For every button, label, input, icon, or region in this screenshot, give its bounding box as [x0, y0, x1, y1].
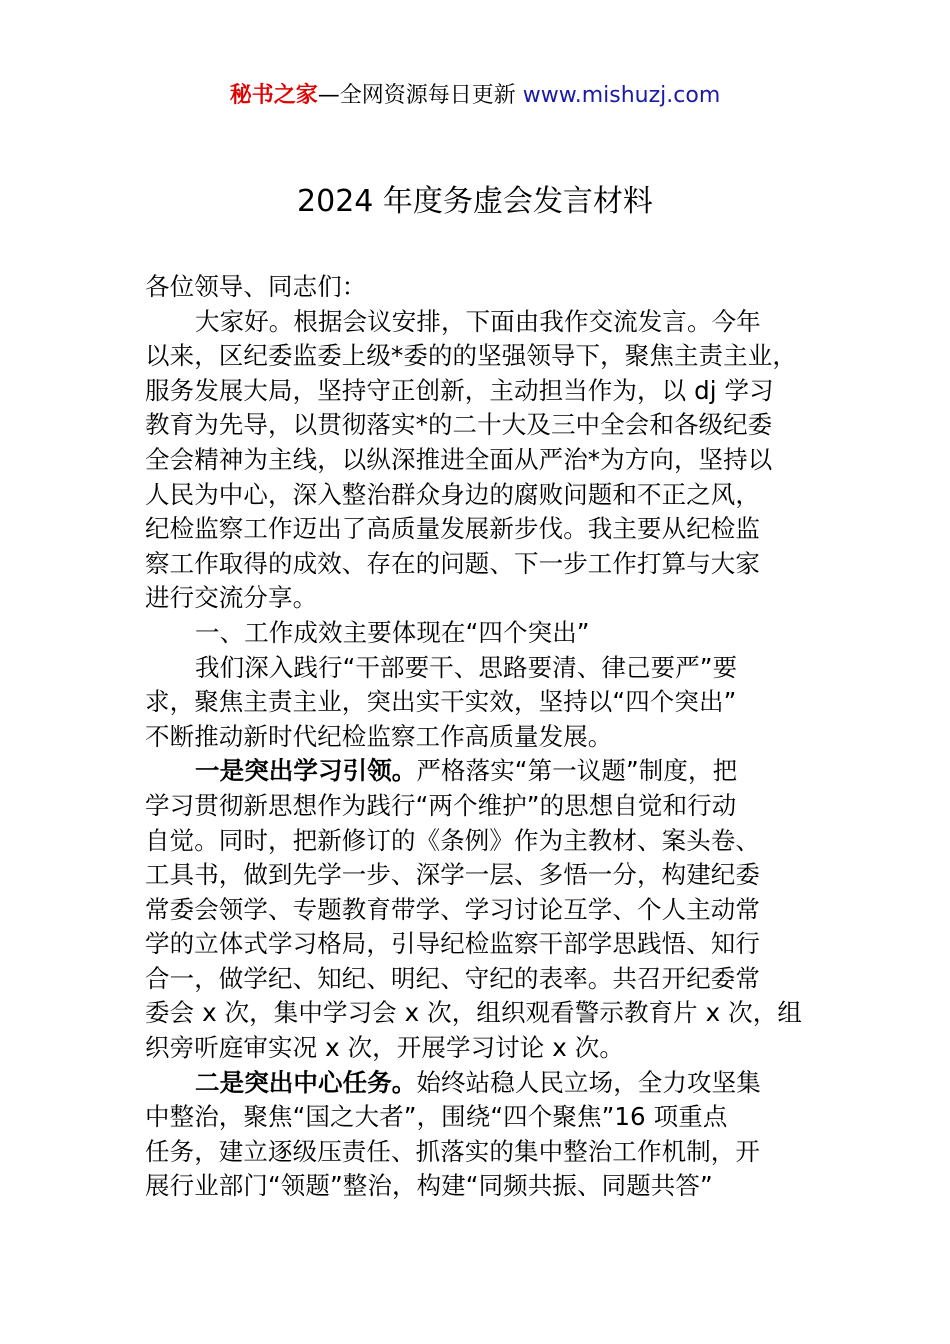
document-title: 2024 年度务虚会发言材料	[297, 184, 653, 219]
body-line: 服务发展大局，坚持守正创新，主动担当作为，以 dj 学习	[145, 375, 774, 405]
body-line: 以来，区纪委监委上级*委的的坚强领导下，聚焦主责主业，	[145, 341, 797, 371]
header-tagline: —全网资源每日更新	[317, 83, 523, 108]
body-line: 全会精神为主线，以纵深推进全面从严治*为方向，坚持以	[145, 444, 773, 474]
section-heading: 一、工作成效主要体现在“四个突出”	[195, 617, 590, 647]
body-line: 委会 x 次，集中学习会 x 次，组织观看警示教育片 x 次，组	[145, 998, 802, 1028]
body-line: 不断推动新时代纪检监察工作高质量发展。	[145, 721, 613, 751]
body-line: 学的立体式学习格局，引导纪检监察干部学思践悟、知行	[145, 929, 760, 959]
body-line: 织旁听庭审实况 x 次，开展学习讨论 x 次。	[145, 1033, 624, 1063]
brand-name: 秘书之家	[229, 83, 318, 108]
salutation: 各位领导、同志们：	[145, 272, 367, 301]
body-line: 人民为中心，深入整治群众身边的腐败问题和不正之风，	[145, 479, 760, 509]
site-url[interactable]: www.mishuzj.com	[522, 83, 721, 108]
body-line: 工具书，做到先学一步、深学一层、多悟一分，构建纪委	[145, 860, 760, 890]
body-line: 自觉。同时，把新修订的《条例》作为主教材、案头卷、	[145, 825, 760, 855]
body-line: 中整治，聚焦“国之大者”，围绕“四个聚焦”16 项重点	[145, 1102, 728, 1132]
paragraph-lead-task: 二是突出中心任务。	[195, 1067, 417, 1097]
body-line: 任务，建立逐级压责任、抓落实的集中整治工作机制，开	[145, 1136, 760, 1166]
body-line: 常委会领学、专题教育带学、学习讨论互学、个人主动常	[145, 894, 760, 924]
body-line: 进行交流分享。	[145, 583, 318, 613]
paragraph-text: 始终站稳人民立场，全力攻坚集	[416, 1067, 761, 1097]
body-line: 大家好。根据会议安排，下面由我作交流发言。今年	[195, 306, 761, 336]
body-line: 展行业部门“领题”整治，构建“同频共振、同题共答”	[145, 1171, 713, 1201]
body-line: 合一，做学纪、知纪、明纪、守纪的表率。共召开纪委常	[145, 963, 760, 993]
document-body	[145, 270, 810, 1204]
body-line: 我们深入践行“干部要干、思路要清、律己要严”要	[195, 652, 738, 682]
body-line: 教育为先导，以贯彻落实*的二十大及三中全会和各级纪委	[145, 410, 773, 440]
paragraph-study-first-line	[145, 754, 810, 789]
body-line: 求，聚焦主责主业，突出实干实效，坚持以“四个突出”	[145, 687, 737, 717]
body-line: 纪检监察工作迈出了高质量发展新步伐。我主要从纪检监	[145, 514, 760, 544]
body-line: 学习贯彻新思想作为践行“两个维护”的思想自觉和行动	[145, 790, 737, 820]
paragraph-task-first-line	[145, 1066, 810, 1101]
body-line: 察工作取得的成效、存在的问题、下一步工作打算与大家	[145, 548, 760, 578]
site-header	[0, 80, 950, 112]
paragraph-lead-study: 一是突出学习引领。	[195, 756, 417, 786]
paragraph-text: 严格落实“第一议题”制度，把	[416, 756, 738, 786]
